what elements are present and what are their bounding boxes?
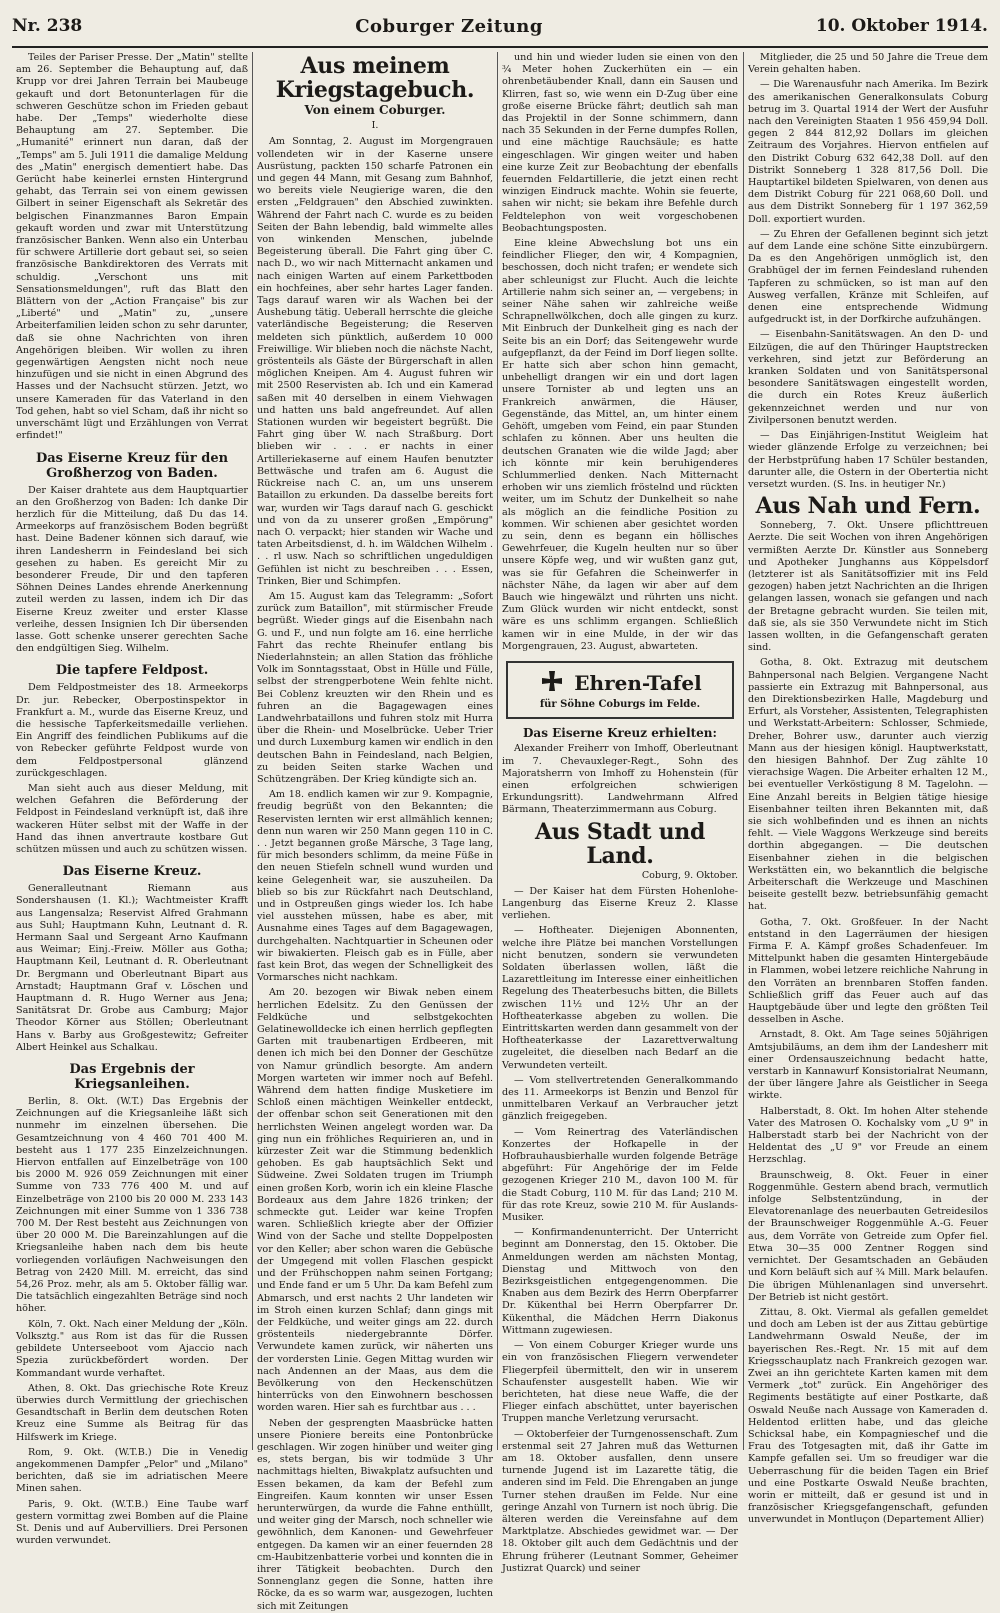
honor-roll-heading: Das Eiserne Kreuz erhielten:: [523, 726, 717, 741]
masthead: [12, 6, 988, 48]
article-paragraph: — Von einem Coburger Krieger wurde uns ein von französischen Fliegern verwendeter Fliegerpfeil übermittelt, den wir in unserem Schaufenster ausgestellt haben. Wie wir berichteten, hat diese neue Waffe, die der Flieger einfach abschüttet, unter bayerischen Truppen manche Verletzung verursacht.: [502, 1340, 738, 1425]
article-paragraph: Paris, 9. Okt. (W.T.B.) Eine Taube warf gestern vormittag zwei Bomben auf die Plaine St. Denis und auf Aubervilliers. Drei Personen wurden verwundet.: [16, 1498, 248, 1547]
article-paragraph: — Vom stellvertretenden Generalkommando des 11. Armeekorps ist Benzin und Benzol für unmittelbaren Verkauf an Verbraucher jetzt gänzlich freigegeben.: [502, 1074, 738, 1123]
article-paragraph: — Eisenbahn-Sanitätswagen. An den D- und Eilzügen, die auf den Thüringer Hauptstrecken verkehren, sind jetzt zur Beförderung an kranken Soldaten und von Sanitätspersonal besondere Sanitätswagen eingestellt worden, die durch ein Rotes Kreuz äußerlich gekennzeichnet werden und nur von Zivilpersonen benutzt werden.: [748, 329, 988, 426]
article-paragraph: Halberstadt, 8. Okt. Im hohen Alter stehende Vater des Matrosen O. Kochalsky vom „U 9" in Halberstadt starb bei der Nachricht von der Heldentat des „U 9" vor Freude an einem Herzschlag.: [748, 1105, 988, 1166]
article-paragraph: — Hoftheater. Diejenigen Abonnenten, welche ihre Plätze bei manchen Vorstellungen nicht benutzen, sondern sie verwundeten Soldaten überlassen wollen, läßt die Lazarettleitung im Interesse einer einheitlichen Regelung des Theaterbesuchs bitten, die Billets zwischen 11½ und 12½ Uhr an der Hoftheaterkasse abgeben zu wollen. Die Eintrittskarten werden dann gesammelt von der Hoftheaterkasse der Lazarettverwaltung zugeleitet, die dieselben nach Bedarf an die Verwundeten verteilt.: [502, 925, 738, 1071]
article-paragraph: — Konfirmandenunterricht. Der Unterricht beginnt am Donnerstag, den 15. Oktober. Die Anmeldungen werden am nächsten Montag, Dienstag und Mittwoch von den Bezirksgeistlichen entgegengenommen. Die Knaben aus dem Bezirk des Herrn Oberpfarrer Dr. Kükenthal bei Herrn Oberpfarrer Dr. Kükenthal, die Mädchen Herrn Diakonus Wittmann zugewiesen.: [502, 1227, 738, 1336]
article-paragraph: Der Kaiser drahtete aus dem Hauptquartier an den Großherzog von Baden: Ich danke Dir herzlich für die Mitteilung, daß Du das 14. Armeekorps auf französischem Boden begrüßt hast. Deine Badener können sich darauf, wie ihren Landesherrn in Feindesland bei sich gesehen zu haben. Es gereicht Mir zu besonderer Freude, Dir und den tapferen Söhnen Deines Landes ehrende Anerkennung zuteil werden zu lassen, indem ich Dir das Eiserne Kreuz zweiter und erster Klasse verleihe, dessen Insignien Ich Dir übersenden lasse. Gott schenke unserer gerechten Sache den endgültigen Sieg. Wilhelm.: [16, 484, 248, 655]
section-title: Aus Nah und Fern.: [755, 493, 981, 520]
article-paragraph: Teiles der Pariser Presse. Der „Matin" stellte am 26. September die Behauptung auf, daß Krupp vor drei Jahren Terrain bei Maubeuge gekauft und dort Betonunterlagen für die schweren Geschütze schon im Frieden gebaut habe. Der „Temps" wiederholte diese Behauptung am 27. September. Die „Humanité" erinnert nun daran, daß der „Temps" am 5. Juli 1911 die damalige Meldung des „Matin" energisch dementiert habe. Das Gerücht habe keinerlei ernsten Hintergrund gehabt, das Terrain sei von einem gewissen Gilbert in seiner Eigenschaft als Sekretär des belgischen Finanzmannes Baron Empain gekauft worden und zwar mit Unterstützung französischer Banken. Wenn also ein Unterbau für schwere Artillerie dort gebaut sei, so seien französische Bankdirektoren des Verrats mit schuldig. „Verschont uns mit Sensationsmeldungen", ruft das Blatt den Blättern von der „Action Française" bis zur „Liberté" und „Matin" zu, „unsere Arbeiterfamilien leiden schon zu sehr darunter, daß sie ohne Nachrichten von ihren Angehörigen bleiben. Wir wollen zu ihren gegenwärtigen Aengsten nicht noch neue hinzufügen und sie nicht in einen Abgrund des Hasses und der Nachsucht stürzen. Jetzt, wo unsere Kameraden für das Vaterland in den Tod gehen, habt so viel Scham, daß ihr nicht so unverschämt lügt und Erzählungen von Verrat erfindet!": [16, 52, 248, 442]
article-paragraph: Am 18. endlich kamen wir zur 9. Kompagnie, freudig begrüßt von den Bekannten; die Reservisten lernten wir erst allmählich kennen; denn nun waren wir 250 Mann gegen 110 in C. . . Jetzt begannen große Märsche, 3 Tage lang, für mich besonders schlimm, da meine Füße in den neuen Stiefeln schnell wund wurden und keine Gelegenheit war, sie auszuheilen. Da blieb so bis zur Rückfahrt nach Deutschland, und in Ostpreußen gings wieder los. Ich habe viel ausstehen müssen, habe es aber, mit Ausnahme eines Tages auf dem Bagagewagen, durchgehalten. Nachtquartier in Scheunen oder wir biwakierten. Fleisch gab es in Fülle, aber fast kein Brot, das wegen der Schnelligkeit des Vormarsches nicht nachkam.: [257, 789, 493, 984]
article-paragraph: Generalleutnant Riemann aus Sondershausen (1. Kl.); Wachtmeister Krafft aus Langensalza; Reservist Alfred Grahmann aus Suhl; Hauptmann Kuhn, Leutnant d. R. Hermann Saal und Sergeant Arno Kaufmann aus Weimar; Einj.-Freiw. Möller aus Gotha; Hauptmann Keil, Leutnant d. R. Oberleutnant Dr. Bergmann und Oberleutnant Bipart aus Arnstadt; Hauptmann Graf v. Löschen und Hauptmann d. R. Hugo Werner aus Jena; Sanitätsrat Dr. Grobe aus Camburg; Major Theodor Körner aus Stöllen; Oberleutnant Hans v. Barby aus Großgestewitz; Gefreiter Albert Heinkel aus Schalkau.: [16, 883, 248, 1053]
column-4: [748, 52, 988, 1526]
article-paragraph: Am Sonntag, 2. August im Morgengrauen vollendeten wir in der Kaserne unsere Ausrüstung, packten 150 scharfe Patronen ein und gegen 44 Mann, mit Gesang zum Bahnhof, wo bereits viele Neugierige waren, die den ersten „Feldgrauen" den Abschied zuwinkten. Während der Fahrt nach C. wurde es zu beiden Seiten der Bahn lebendig, bald wimmelte alles von winkenden Menschen, jubelnde Begeisterung überall. Die Fahrt ging über C. nach D., wo wir nach Mitternacht ankamen und nach einigen Warten auf einem Parkettboden ein hochfeines, aber sehr hartes Lager fanden. Tags darauf waren wir als Wachen bei der Aushebung tätig. Ueberall herrschte die gleiche vaterländische Begeisterung; die Reserven meldeten sich pünktlich, außerdem 10 000 Freiwillige. Wir blieben noch die nächste Nacht, gröstenteils als Gäste der Bürgerschaft in allen möglichen Kneipen. Am 4. August fuhren wir mit 2500 Reservisten ab. Ich und ein Kamerad saßen mit 40 derselben in einem Viehwagen und hatten uns bald angefreundet. Auf allen Stationen wurden wir begeistert begrüßt. Die Fahrt ging über W. nach Straßburg. Dort blieben wir . . . er nachts in einer Artilleriekaserne auf einem Haufen benutzter Bettwäsche und trafen am 6. August die Rückreise nach C. an, um uns unserem Bataillon zu erkunden. Da dasselbe bereits fort war, wurden wir Tags darauf nach G. geschickt und von da zu unserer großen „Empörung" nach O. verpackt; hier standen wir Wache und taten Arbeitsdienst, d. h. im Wäldchen Wilhelm . . . rl usw. Nach so schriftlichen ungeduldigen Gefühlen ist nicht zu beschreiben . . . Essen, Trinken, Bier und Schimpfen.: [257, 136, 493, 587]
article-paragraph: Alexander Freiherr von Imhoff, Oberleutnant im 7. Chevauxleger-Regt., Sohn des Majoratsherrn von Imhoff zu Hohenstein (für einen erfolgreichen schwierigen Erkundungsritt). Landwehrmann Alfred Bärmann, Theaterzimmermann aus Coburg.: [502, 743, 738, 816]
dateline: Coburg, 9. Oktober.: [641, 869, 738, 881]
section-title: Aus Stadt und Land.: [534, 818, 706, 869]
column-rule: [743, 52, 744, 1450]
iron-cross-icon: [538, 669, 566, 697]
article-paragraph: Mitglieder, die 25 und 50 Jahre die Treue dem Verein gehalten haben.: [748, 52, 988, 76]
issue-date: 10. Oktober 1914.: [815, 16, 988, 36]
honor-roll-subtitle: für Söhne Coburgs im Felde.: [539, 698, 701, 710]
article-paragraph: Gotha, 7. Okt. Großfeuer. In der Nacht entstand in den Lagerräumen der hiesigen Firma F. A. Kämpf großes Schadenfeuer. Im Mittelpunkt haben die gesamten Hintergebäude in Flammen, wobei letzere reichliche Nahrung in den Vorräten an brennbaren Stoffen fanden. Schließlich griff das Feuer auch auf das Hauptgebäude über und legte den größten Teil desselben in Asche.: [748, 916, 988, 1026]
newspaper-title: Coburger Zeitung: [355, 15, 543, 37]
article-heading: Das Eiserne Kreuz.: [62, 864, 202, 880]
column-rule: [252, 52, 253, 1450]
article-paragraph: Dem Feldpostmeister des 18. Armeekorps Dr. jur. Rebecker, Oberpostinspektor in Frankfurt a. M., wurde das Eiserne Kreuz, und die hessische Tapferkeitsmedaille verliehen. Ein Angriff des feindlichen Publikums auf die von Rebecker geführte Feldpost wurde von dem Feldpostpersonal glänzend zurückgeschlagen.: [16, 682, 248, 779]
article-paragraph: Rom, 9. Okt. (W.T.B.) Die in Venedig angekommenen Dampfer „Pelor" und „Milano" berichten, daß sie im adriatischen Meere Minen sahen.: [16, 1446, 248, 1495]
article-paragraph: — Oktoberfeier der Turngenossenschaft. Zum erstenmal seit 27 Jahren muß das Wetturnen am 18. Oktober ausfallen, denn unsere turnende Jugend ist im Lazarette tätig, die anderen sind im Feld. Die Ehrengaben an junge Turner stehen draußen im Felde. Nur eine geringe Anzahl von Turnern ist noch übrig. Die älteren werden die Vereinsfahne auf dem Marktplatze. Abschiedes gewidmet war. — Der 18. Oktober gilt auch dem Gedächtnis und der Ehrung früherer (Leutnant Sommer, Geheimer Justizrat Quarck) und seiner: [502, 1428, 738, 1574]
article-paragraph: Sonneberg, 7. Okt. Unsere pflichttreuen Aerzte. Die seit Wochen von ihren Angehörigen vermißten Aerzte Dr. Künstler aus Sonneberg und Apotheker Junghanns aus Köppelsdorf (letzterer ist als Sanitätsoffizier mit ins Feld gezogen) haben jetzt Nachrichten an die Ihrigen gelangen lassen, wonach sie gefangen und nach der Bretagne gebracht wurden. Sie teilen mit, daß sie, als sie 350 Verwundete nicht im Stich lassen wollten, in die Gefangenschaft geraten sind.: [748, 520, 988, 654]
article-heading: Die tapfere Feldpost.: [55, 663, 209, 679]
article-paragraph: Braunschweig, 8. Okt. Feuer in einer Roggenmühle. Gestern abend brach, vermutlich infolge Selbstentzündung, in der Elevatorenanlage des neuerbauten Getreidesilos der Braunschweiger Roggenmühle A.-G. Feuer aus, dem Vorräte von Getreide zum Opfer fiel. Etwa 30—35 000 Zentner Roggen sind vernichtet. Der Gesamtschaden an Gebäuden und Korn beläuft sich auf ¾ Mill. Mark belaufen. Die übrigen Mühlenanlagen sind unversehrt. Der Betrieb ist nicht gestört.: [748, 1169, 988, 1303]
article-paragraph: Am 20. bezogen wir Biwak neben einem herrlichen Edelsitz. Zu den Genüssen der Feldküche und selbstgekochten Gelatinewolldecke ich einen herrlich gepflegten Garten mit traubenartigen Erdbeeren, mit denen ich mich bei den Donner der Geschütze von Namur gründlich besorgte. Am andern Morgen warteten wir immer noch auf Befehl. Während dem hatten findige Musketiere im Schloß einen mächtigen Weinkeller entdeckt, der offenbar schon seit Generationen mit den herrlichsten Weinen angelegt worden war. Da ging nun ein fröhliches Requirieren an, und in kürzester Zeit war die Stimmung bedenklich gehoben. Es gab hauptsächlich Sekt und Südweine. Zwei Soldaten trugen im Triumph einen großen Korb, worin ich ein kleine Flasche Bordeaux aus dem Jahre 1826 trinken; der schmeckte gut. Leider war keine Tropfen waren. Schließlich kriegte aber der Offizier Wind von der Sache und stellte Doppelposten vor den Keller; aber schon waren die Gebüsche der Umgegend mit vollen Flaschen gespickt und der Frühschoppen nahm seinen Fortgang; und Ende fand er um 5 Uhr. Da kam Befehl zum Abmarsch, und erst nachts 2 Uhr landeten wir im Stroh einen kurzen Schlaf; dann gings mit der Feldküche, und weiter gings am 22. durch gröstenteils niedergebrannte Dörfer. Verwundete kamen zurück, wir näherten uns der vordersten Linie. Gegen Mittag wurden wir nach Andennen an der Maas, aus dem die Bevölkerung von den Heckenschützen hinterrücks von den Einwohnern beschossen worden waren. Hier sah es furchtbar aus . . .: [257, 987, 493, 1414]
column-1: [16, 52, 248, 1547]
feature-title: Aus meinem Kriegstagebuch.: [275, 53, 475, 103]
part-number: I.: [371, 120, 379, 132]
article-paragraph: Gotha, 8. Okt. Extrazug mit deutschem Bahnpersonal nach Belgien. Vergangene Nacht passierte ein Extrazug mit Bahnpersonal, aus den Direktionsbezirken Halle, Magdeburg und Erfurt, als Vorsteher, Assistenten, Telegraphisten und Werkstatt-Arbeitern: Schlosser, Schmiede, Dreher, Bohrer usw., darunter auch vierzig Mann aus der hiesigen königl. Hauptwerkstatt, den hiesigen Bahnhof. Der Zug zählte 10 vierachsige Wagen. Die Arbeiter erhalten 12 M., bei eventueller Verköstigung 8 M. Tagelohn. — Eine Anzahl bereits in Belgien tätige hiesige Eisenbahner teilten ihren Bekannten mit, daß sie sich wohlbefinden und es ihnen an nichts fehlt. — Viele Waggons Werkzeuge sind bereits dorthin abgegangen. — Die deutschen Eisenbahner ziehen in die belgischen Werkstätten ein, wo bekanntlich die belgische Arbeiterschaft die Werkzeuge und Maschinen beiseite gestellt bezw. betriebsunfähig gemacht hat.: [748, 657, 988, 913]
column-rule: [497, 52, 498, 1450]
article-heading: Das Ergebnis der Kriegsanleihen.: [69, 1062, 195, 1093]
article-paragraph: — Der Kaiser hat dem Fürsten Hohenlohe-Langenburg das Eiserne Kreuz 2. Klasse verliehen.: [502, 885, 738, 922]
article-paragraph: Berlin, 8. Okt. (W.T.) Das Ergebnis der Zeichnungen auf die Kriegsanleihe läßt sich nunmehr im einzelnen übersehen. Die Gesamtzeichnung von 4 460 701 400 M. besteht aus 1 177 235 Einzelzeichnungen. Hiervon entfallen auf Einzelbeträge von 100 bis 2000 M. 926 059 Zeichnungen mit einer Summe von 733 776 400 M. und auf Einzelbeträge von 2100 bis 20 000 M. 233 143 Zeichnungen mit einer Summe von 1 336 738 700 M. Der Rest besteht aus Zeichnungen von über 20 000 M. Die Bareinzahlungen auf die Kriegsanleihe haben nach dem bis heute vorliegenden vorläufigen Nachweisungen den Betrag von 2420 Mill. M. erreicht, das sind 54,26 Proz. mehr, als am 5. Oktober fällig war. Die tatsächlich eingezahlten Beträge sind noch höher.: [16, 1096, 248, 1315]
article-heading: Das Eiserne Kreuz für den Großherzog von Baden.: [35, 450, 229, 481]
article-paragraph: — Das Einjährigen-Institut Weigleim hat wieder glänzende Erfolge zu verzeichnen; bei der Herbstprüfung haben 17 Schüler bestanden, darunter alle, die Ostern in der Obertertia nicht versetzt wurden. (S. Ins. in heutiger Nr.): [748, 430, 988, 490]
feature-byline: Von einem Coburger.: [304, 103, 446, 117]
column-3: [502, 52, 738, 1574]
article-paragraph: — Zu Ehren der Gefallenen beginnt sich jetzt auf dem Lande eine schöne Sitte einzubürgern. Da es den Angehörigen unmöglich ist, den Grabhügel der im fernen Feindesland ruhenden Tapferen zu schmücken, so ist man auf den Ausweg verfallen, Kränze mit Schleifen, auf denen eine entsprechende Widmung aufgedruckt ist, in der Dorfkirche aufzuhängen.: [748, 228, 988, 326]
article-paragraph: Neben der gesprengten Maasbrücke hatten unsere Pioniere bereits eine Pontonbrücke geschlagen. Wir zogen hinüber und weiter ging es, stets bergan, bis wir todmüde 3 Uhr nachmittags hielten, Biwakplatz aufsuchten und Essen bekamen, da kam der Befehl zum Eingreifen. Kaum konnten wir unser Essen herunterwürgen, da wurde die Fahne enthüllt, und weiter ging der Marsch, noch schneller wie gewöhnlich, dem Kanonen- und Gewehrfeuer entgegen. Da kamen wir an einer feuernden 28 cm-Haubitzenbatterie vorbei und konnten die in ihrer Tätigkeit beobachten. Durch den Sonnenglanz gegen die Sonne, hatten ihre Röcke, da es so warm war, ausgezogen, luchten sich mit Zeitungen: [257, 1417, 493, 1612]
honor-roll-title: Ehren-Tafel: [574, 670, 702, 695]
column-2: [257, 52, 493, 1612]
article-paragraph: Zittau, 8. Okt. Viermal als gefallen gemeldet und doch am Leben ist der aus Zittau gebürtige Landwehrmann Oswald Neuße, der im bayerischen Res.-Regt. Nr. 15 mit auf dem Kriegsschauplatz nach Frankreich gezogen war. Zwei an ihn gerichtete Karten kamen mit dem Vermerk „tot" zurück. Ein Angehöriger des Regiments bestätigte auf einer Postkarte, daß Oswald Neuße nach Aussage von Kameraden d. Heldentod erlitten habe, und das gleiche Schicksal habe, ein Kompagnieschef und die Frau des Totgesagten mit, daß ihr Gatte im Kampfe gefallen sei. Um so freudiger war die Ueberraschung für die beiden Tagen ein Brief und eine Postkarte Oswald Neuße brachten, worin er mitteilt, daß er gesund ist und in französischer Kriegsgefangenschaft, gefunden unverwundet in Montluçon (Departement Allier): [748, 1306, 988, 1526]
article-paragraph: Köln, 7. Okt. Nach einer Meldung der „Köln. Volksztg." aus Rom ist das für die Russen gebildete Unterseeboot vom Ajaccio nach Spezia zurückbefördert worden. Der Kommandant wurde verhaftet.: [16, 1318, 248, 1379]
article-paragraph: Man sieht auch aus dieser Meldung, mit welchen Gefahren die Beförderung der Feldpost in Feindesland verknüpft ist, daß ihre wackeren Hüter selbst mit der Waffe in der Hand das ihnen anvertraute kostbare Gut schützen müssen und auch zu schützen wissen.: [16, 782, 248, 855]
article-paragraph: Arnstadt, 8. Okt. Am Tage seines 50jährigen Amtsjubiläums, an dem ihm der Landesherr mit einer Ordensauszeichnung bedacht hatte, verstarb in Kannawurf Konsistorialrat Neumann, der über längere Jahre als Geistlicher in Seega wirkte.: [748, 1029, 988, 1102]
article-paragraph: Athen, 8. Okt. Das griechische Rote Kreuz überwies durch Vermittlung der griechischen Gesandtschaft in Berlin dem deutschen Roten Kreuz eine Summe als Beitrag für das Hilfswerk im Kriege.: [16, 1382, 248, 1443]
issue-number: Nr. 238: [12, 16, 83, 36]
article-paragraph: Am 15. August kam das Telegramm: „Sofort zurück zum Bataillon", mit stürmischer Freude begrüßt. Wieder gings auf die Eisenbahn nach G. und F., und nun folgte am 16. eine herrliche Fahrt das rechte Rheinufer entlang bis Niederlahnstein; an allen Station das fröhliche Volk im Sonntagsstaat, Obst in Hülle und Fülle, selbst der strengperbotene Wein fehlte nicht. Bei Coblenz kreuzten wir den Rhein und es fuhren an die Bagagewagen eines Landwehrbataillons und fuhren stolz mit Hurra über die Rhein- und Moselbrücke. Ueber Trier und durch Luxemburg kamen wir endlich in den deutschen Bahn in Feindesland, nach Belgien, zu beiden Seiten starke Wachen und Schützengräben. Der Krieg kündigte sich an.: [257, 590, 493, 785]
honor-roll-box: [506, 661, 734, 719]
article-paragraph: und hin und wieder luden sie einen von den ¾ Meter hohen Zuckerhüten ein — ein ohrenbetäubender Knall, dann ein Sausen und Klirren, fast so, wie wenn ein D-Zug über eine große eiserne Brücke fährt; deutlich sah man das Projektil in der Sonne schimmern, dann nach 35 Sekunden in der Ferne dumpfes Rollen, und eine mächtige Rauchsäule; es hatte eingeschlagen. Wir gingen weiter und haben eine kurze Zeit zur Beobachtung der ebenfalls feuernden Feldartillerie, die jetzt einen recht winzigen Eindruck machte. Wohin sie feuerte, sahen wir nicht; sie bekam ihre Befehle durch Feldtelephon von weit vorgeschobenen Beobachtungsposten.: [502, 52, 738, 234]
article-paragraph: Eine kleine Abwechslung bot uns ein feindlicher Flieger, den wir, 4 Kompagnien, beschossen, doch nicht trafen; er wendete sich aber schleunigst zur Flucht. Auch die leichte Artillerie nahm sich seiner an, — vergebens; in seiner Nähe sahen wir zahlreiche weiße Schrapnellwölkchen, doch alle gingen zu kurz. Mit Einbruch der Dunkelheit ging es nach der Seite bis an ein Dorf; das Seitengewehr wurde aufgepflanzt, da der Feind im Dorf liegen sollte. Er hatte sich aber schon hinn gemacht, unbehelligt drangen wir ein und dort lagen unsere Tornister ab und legten uns an Frankreich anwärmen, die Häuser, Gegenstände, das Mittel, an, um hinter einem Gehöft, umgeben vom Feind, ein paar Stunden schlafen zu können. Aber uns heulten die deutschen Granaten wie die wilde Jagd; aber ich könnte mir kein beruhigenderes Schlummerlied denken. Nach Mitternacht erhoben wir uns ziemlich fröstelnd und rückten weiter, um im Schutz der Dunkelheit so nahe als möglich an die feindliche Position zu kommen. Wir schienen aber gesichtet worden zu sein, denn es begann ein höllisches Gewehrfeuer, die Kugeln heulten nur so über unsere Köpfe weg, und wir wußten ganz gut, was sie für Gefahren die Scheinwerfer in nächster Nähe, da lagen wir aber auf dem Bauch wie hingewälzt und rührten uns nicht. Zum Glück wurden wir nicht entdeckt, sonst wäre es uns schlimm ergangen. Schließlich kamen wir in eine Mulde, in der wir das Morgengrauen, 23. August, abwarteten.: [502, 238, 738, 652]
article-paragraph: — Die Warenausfuhr nach Amerika. Im Bezirk des amerikanischen Generalkonsulats Coburg betrug im 3. Quartal 1914 der Wert der Ausfuhr nach den Vereinigten Staaten 1 956 459,94 Doll. gegen 2 844 812,92 Dollars im gleichen Zeitraum des Vorjahres. Hiervon entfielen auf den Distrikt Coburg 632 642,38 Doll. auf den Distrikt Sonneberg 1 328 817,56 Doll. Die Hauptartikel bildeten Spielwaren, von denen aus dem Distrikt Coburg für 221 068,60 Doll. und aus dem Distrikt Sonneberg für 1 197 362,59 Doll. exportiert wurden.: [748, 79, 988, 225]
article-paragraph: — Vom Reinertrag des Vaterländischen Konzertes der Hofkapelle in der Hofbrauhausbierhalle wurden folgende Beträge abgeführt: Für Angehörige der im Felde gezogenen Krieger 210 M., davon 100 M. für die Stadt Coburg, 110 M. für das Land; 210 M. für das rote Kreuz, sowie 210 M. für Auslands-Musiker.: [502, 1126, 738, 1224]
